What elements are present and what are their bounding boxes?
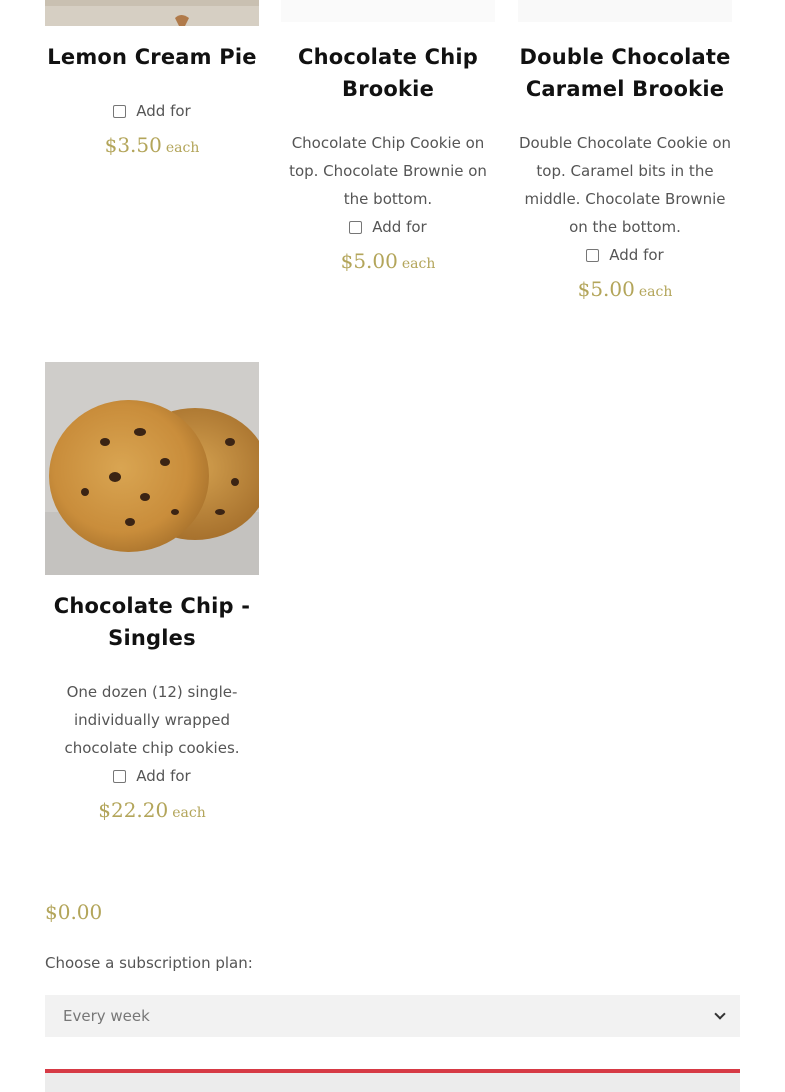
price <box>45 798 259 822</box>
add-for-row[interactable] <box>45 762 259 790</box>
product-description: Double Chocolate Cookie on top. Caramel bits in the middle. Chocolate Brownie on the bottom. <box>518 134 732 236</box>
price <box>518 277 732 301</box>
order-total: $0.00 <box>45 900 103 924</box>
price-unit: each <box>172 805 206 821</box>
add-for-label: Add for <box>136 767 191 785</box>
subscription-plan-label: Choose a subscription plan: <box>45 954 253 972</box>
price <box>281 249 495 273</box>
product-title[interactable]: Lemon Cream Pie <box>47 45 257 69</box>
price-amount: $3.50 <box>104 133 162 157</box>
product-card-chocolate-chip-brookie <box>281 41 495 273</box>
product-card-chocolate-chip-singles <box>45 590 259 822</box>
product-title[interactable]: Chocolate Chip - Singles <box>53 594 251 650</box>
lemon-cream-pie-image[interactable] <box>45 0 259 26</box>
product-description: One dozen (12) single-individually wrapped chocolate chip cookies. <box>64 683 240 757</box>
chocolate-chip-singles-image[interactable] <box>45 362 259 575</box>
price-amount: $5.00 <box>340 249 398 273</box>
add-for-row[interactable] <box>281 213 495 241</box>
add-for-row[interactable] <box>518 241 732 269</box>
price-amount: $5.00 <box>577 277 635 301</box>
chocolate-chip-brookie-image[interactable] <box>281 0 495 22</box>
product-card-lemon-cream-pie <box>45 41 259 157</box>
chevron-down-icon <box>714 1008 725 1019</box>
product-title[interactable]: Double Chocolate Caramel Brookie <box>519 45 731 101</box>
product-card-double-chocolate-caramel-brookie <box>518 41 732 301</box>
add-for-label: Add for <box>136 102 191 120</box>
subscription-plan-selected: Every week <box>63 1007 150 1025</box>
price-unit: each <box>638 284 673 300</box>
add-checkbox[interactable] <box>586 249 599 262</box>
submit-area[interactable] <box>45 1069 740 1092</box>
price-amount: $22.20 <box>98 798 169 822</box>
price-unit: each <box>401 256 436 272</box>
price <box>45 133 259 157</box>
product-description: Chocolate Chip Cookie on top. Chocolate Brownie on the bottom. <box>289 134 487 208</box>
product-title[interactable]: Chocolate Chip Brookie <box>297 45 479 101</box>
add-for-label: Add for <box>609 246 664 264</box>
double-chocolate-caramel-brookie-image[interactable] <box>518 0 732 22</box>
add-checkbox[interactable] <box>349 221 362 234</box>
add-for-row[interactable] <box>45 97 259 125</box>
add-checkbox[interactable] <box>113 770 126 783</box>
subscription-plan-select[interactable] <box>45 995 740 1037</box>
price-unit: each <box>165 140 200 156</box>
add-checkbox[interactable] <box>113 105 126 118</box>
add-for-label: Add for <box>372 218 427 236</box>
